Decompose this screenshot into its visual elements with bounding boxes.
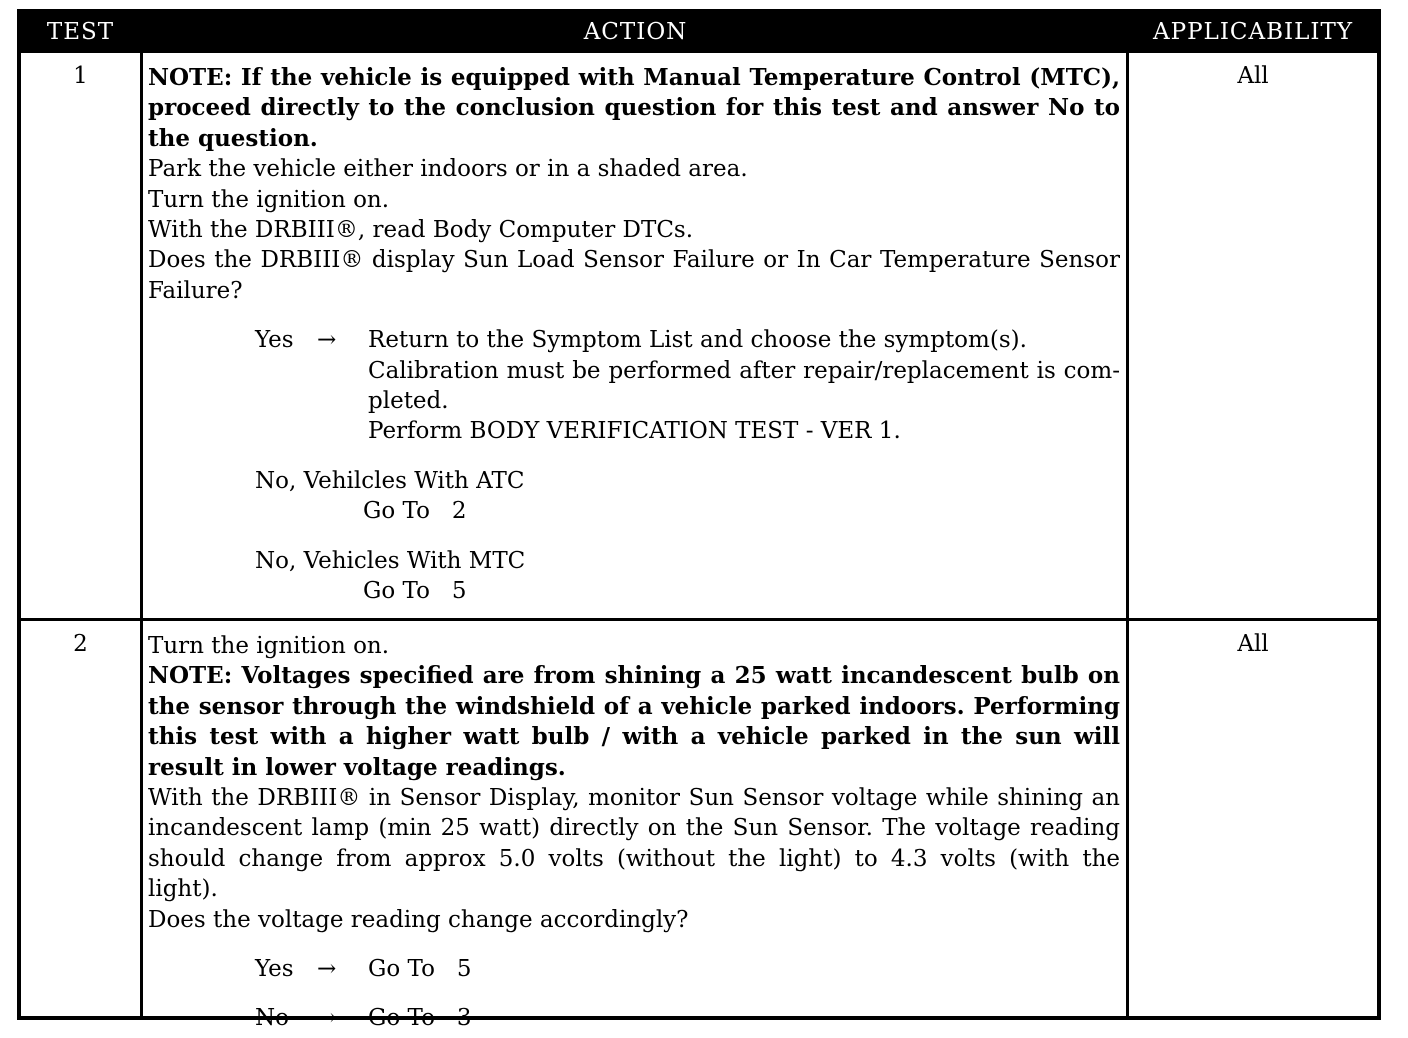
answer-yes — [255, 954, 1120, 984]
goto-text: Go To 3 — [368, 1005, 472, 1032]
answer-text: Return to the Symptom List and choose the symptom(s). — [368, 327, 1027, 354]
answer-label: No, Vehilcles With ATC — [255, 467, 525, 494]
table-row — [21, 621, 1377, 1032]
table-header — [21, 13, 1377, 53]
answer-label: Yes — [255, 327, 294, 354]
answer-no-atc — [255, 466, 1120, 527]
applicability-value: All — [1237, 631, 1269, 657]
goto-text: Go To 5 — [363, 578, 467, 605]
applicability-value: All — [1237, 63, 1269, 89]
step-text: Park the vehicle either indoors or in a shaded area. — [148, 156, 748, 183]
test-number: 1 — [73, 63, 88, 89]
step-text: Turn the ignition on. — [148, 633, 390, 659]
action-cell — [148, 631, 1120, 1034]
step-text: With the DRBIII®, read Body Computer DTCs. — [148, 217, 694, 244]
answer-yes — [255, 325, 1120, 447]
note-text: NOTE: Voltages specified are from shining a 25 watt incandescent bulb on the sensor through the windshield of a vehicle parked indoors. Performing this test with a higher watt bulb / with a vehicle parked in the sun will result in lower voltage readings. — [148, 662, 1120, 781]
arrow-right-icon: → — [317, 956, 337, 983]
answer-label: No, Vehicles With MTC — [255, 547, 526, 574]
goto-text: Go To 2 — [363, 498, 467, 525]
answer-label: Yes — [255, 956, 294, 983]
question-text: Does the voltage reading change accordingly? — [148, 906, 689, 933]
answer-no-mtc — [255, 546, 1120, 607]
diagnostic-table — [17, 9, 1381, 1032]
step-text: With the DRBIII® in Sensor Display, monitor Sun Sensor voltage while shining an incandescent lamp (min 25 watt) directly on the Sun Sensor. The voltage reading should change from approx 5.0 volts (without the light) to 4.3 volts (with the light). — [148, 785, 1120, 903]
goto-text: Go To 5 — [368, 956, 472, 983]
header-action: ACTION — [583, 19, 688, 45]
answer-text: Calibration must be performed after repair/replacement is com-pleted. — [368, 357, 1120, 415]
arrow-right-icon: → — [317, 1005, 337, 1032]
answer-text: Perform BODY VERIFICATION TEST - VER 1. — [368, 418, 901, 445]
test-number: 2 — [73, 631, 88, 657]
step-text: Turn the ignition on. — [148, 186, 390, 213]
answer-no — [255, 1003, 1120, 1033]
note-text: NOTE: If the vehicle is equipped with Manual Temperature Control (MTC), proceed directly to the conclusion question for this test and answer No to the question. — [148, 64, 1120, 152]
answer-label: No — [255, 1005, 289, 1032]
table-row — [21, 53, 1377, 618]
action-cell — [148, 63, 1120, 607]
header-applicability: APPLICABILITY — [1153, 19, 1353, 45]
question-text: Does the DRBIII® display Sun Load Sensor Failure or In Car Temperature Sensor Failure? — [148, 247, 1120, 304]
arrow-right-icon: → — [317, 327, 337, 354]
header-test: TEST — [46, 19, 115, 45]
